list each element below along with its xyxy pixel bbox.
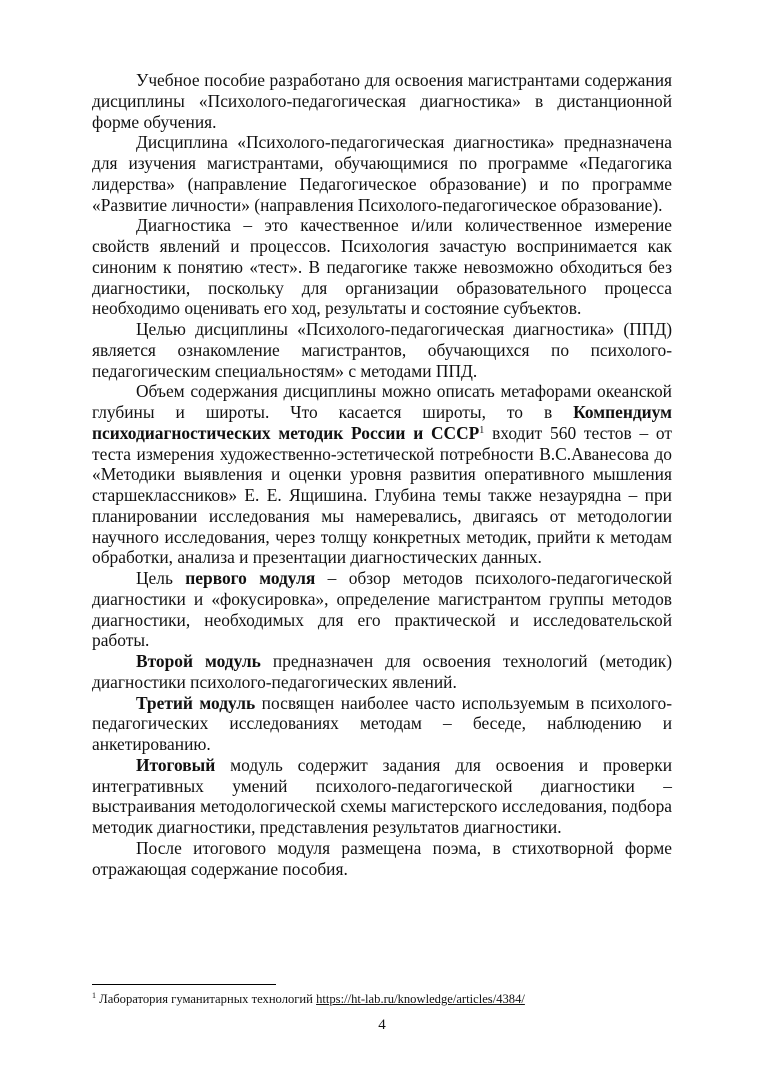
paragraph-diagnostics: Диагностика – это качественное и/или количественное измерение свойств явлений и процессов. Психология зачастую воспринимается как синоним к понятию «тест». В педагогике также невозможно обходиться без диагностики, поскольку для организации образовательного процесса необходимо оценивать его ход, результаты и состояние субъектов. [92,215,672,319]
paragraph-module-1 [92,568,672,651]
final-module-text: модуль содержит задания для освоения и проверки интегративных умений психолого-педагогической диагностики – выстраивания методологической схемы магистерского исследования, подбора методик диагностики, представления результатов диагностики. [92,754,672,837]
footnote-ref[interactable]: 1 [479,424,485,436]
module-2-label: Второй модуль [136,651,261,671]
final-module-label: Итоговый [136,754,216,775]
footnote-divider [92,984,276,985]
volume-text-c: входит 560 тестов – от теста измерения художественно-эстетической потребности В.С.Аванесова до «Методики выявления и оценки уровня развития оперативного мышления старшеклассников» Е. Е. Ящишина. Глубина темы также незаурядна – при планировании исследования мы намеревались, двигаясь от методологии научного исследования, через толщу конкретных методик, прийти к методам обработки, анализа и презентации диагностических данных. [92,422,672,568]
module-1-label: первого модуля [185,568,316,588]
module-2-text: предназначен для освоения технологий (методик) диагностики психолого-педагогических явлений. [92,651,672,692]
footnote [92,992,692,1007]
paragraph-final-module [92,755,672,838]
volume-text-a: Объем содержания дисциплины можно описать метафорами океанской глубины и широты. Что касается широты, то в [92,381,672,422]
paragraph-poem: После итогового модуля размещена поэма, в стихотворной форме отражающая содержание пособия. [92,837,672,879]
paragraph-discipline: Дисциплина «Психолого-педагогическая диагностика» предназначена для изучения магистрантами, обучающимися по программе «Педагогика лидерства» (направление Педагогическое образование) и по программе «Развитие личности» (направления Психолого-педагогическое образование). [92,132,672,215]
page-number: 4 [378,1017,386,1033]
paragraph-intro: Учебное пособие разработано для освоения магистрантами содержания дисциплины «Психолого-педагогическая диагностика» в дистанционной форме обучения. [92,70,672,132]
compendium-title: Компендиум психодиагностических методик России и СССР [92,402,672,443]
module-1-text-c: – обзор методов психолого-педагогической диагностики и «фокусировка», определение магистрантом группы методов диагностики, необходимых для его практической и исследовательской работы. [92,568,672,651]
paragraph-module-3 [92,693,672,755]
module-3-label: Третий модуль [136,692,256,713]
paragraph-volume [92,381,672,568]
module-3-text: посвящен наиболее часто используемым в психолого-педагогических исследованиях методам – беседе, наблюдению и анкетированию. [92,692,672,754]
footnote-link[interactable]: https://ht-lab.ru/knowledge/articles/4384/ [316,992,525,1006]
module-1-text-a: Цель [136,568,186,588]
paragraph-module-2 [92,651,672,693]
paragraph-goal: Целью дисциплины «Психолого-педагогическая диагностика» (ППД) является ознакомление магистрантов, обучающихся по психолого-педагогическим специальностям» с методами ППД. [92,319,672,381]
page-body [92,70,672,879]
footnote-mark: 1 [92,991,96,1000]
footnote-text: Лаборатория гуманитарных технологий [96,992,317,1006]
